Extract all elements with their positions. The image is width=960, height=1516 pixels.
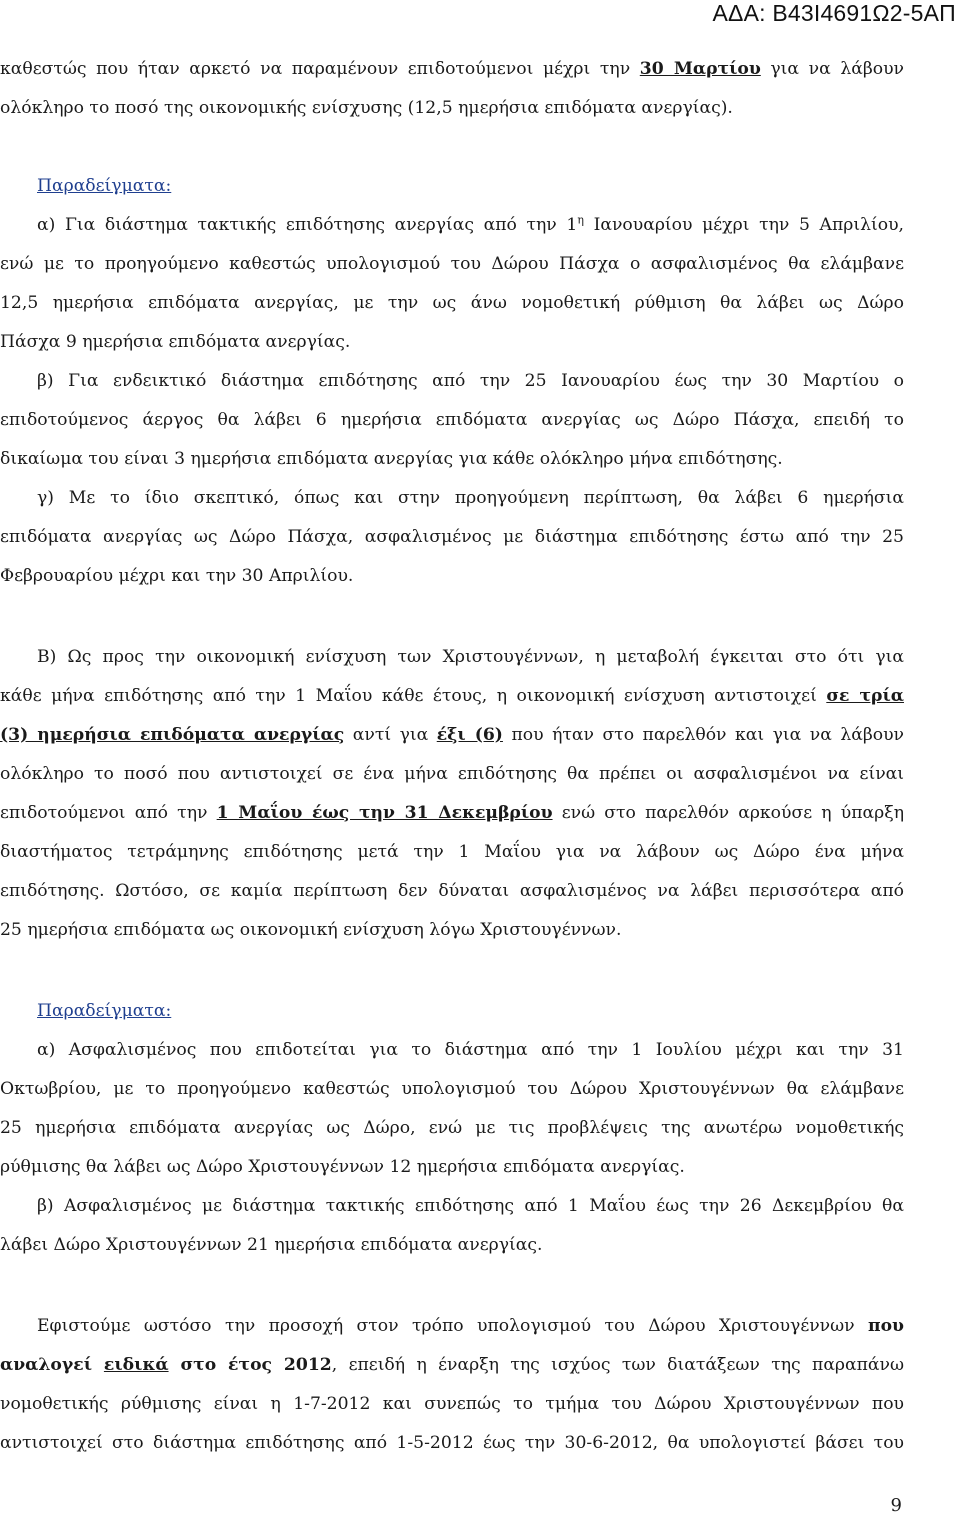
text-line: διαστήματος τετράμηνης επιδότησης μετά την 1 Μαΐου για να λάβουν ως Δώρο ένα μήνα (0, 842, 904, 862)
text-line: Εφιστούμε ωστόσο την προσοχή στον τρόπο υπολογισμού του Δώρου Χριστουγέννων που (37, 1316, 904, 1336)
emphasis-text: σε τρία (826, 686, 904, 706)
text-line: λάβει Δώρο Χριστουγέννων 21 ημερήσια επιδόματα ανεργίας. (0, 1235, 543, 1255)
text-line: ολόκληρο το ποσό που αντιστοιχεί σε ένα μήνα επιδότησης θα πρέπει οι ασφαλισμένοι να είναι (0, 764, 904, 784)
text-line: Φεβρουαρίου μέχρι και την 30 Απριλίου. (0, 566, 354, 586)
text-line: 25 ημερήσια επιδόματα ως οικονομική ενίσχυση λόγω Χριστουγέννων. (0, 920, 622, 940)
text-span: α) Για διάστημα τακτικής επιδότησης ανεργίας από την 1 (37, 215, 578, 235)
text-line: β) Ασφαλισμένος με διάστημα τακτικής επιδότησης από 1 Μαΐου έως την 26 Δεκεμβρίου θα (37, 1196, 904, 1216)
text-line: β) Για ενδεικτικό διάστημα επιδότησης από την 25 Ιανουαρίου έως την 30 Μαρτίου ο (37, 371, 904, 391)
text-line (0, 685, 904, 707)
examples-heading: Παραδείγματα: (37, 176, 172, 196)
text-line: Πάσχα 9 ημερήσια επιδόματα ανεργίας. (0, 332, 351, 352)
text-line: ολόκληρο το ποσό της οικονομικής ενίσχυσης (12,5 ημερήσια επιδόματα ανεργίας). (0, 98, 733, 118)
emphasis-text: (3) ημερήσια επιδόματα ανεργίας (0, 725, 345, 745)
emphasis-text: που (868, 1316, 904, 1336)
text-span: Ιανουαρίου μέχρι την 5 Απριλίου, (583, 215, 904, 235)
text-span: για να λάβουν (760, 59, 904, 79)
text-line: γ) Με το ίδιο σκεπτικό, όπως και στην προηγούμενη περίπτωση, θα λάβει 6 ημερήσια (37, 488, 904, 508)
text-line: επιδόματα ανεργίας ως Δώρο Πάσχα, ασφαλισμένος με διάστημα επιδότησης έστω από την 25 (0, 527, 904, 547)
text-line: νομοθετικής ρύθμισης είναι η 1-7-2012 και συνεπώς το τμήμα του Δώρου Χριστουγέννων που (0, 1394, 904, 1414)
text-line (37, 214, 904, 236)
emphasis-text: 30 Μαρτίου (639, 59, 761, 79)
emphasis-text: στο έτος 2012 (168, 1355, 332, 1375)
text-span: κάθε μήνα επιδότησης από την 1 Μαΐου κάθε έτους, η οικονομική ενίσχυση αντιστοιχεί (0, 686, 827, 706)
text-line: Οκτωβρίου, με το προηγούμενο καθεστώς υπολογισμού του Δώρου Χριστουγέννων θα ελάμβανε (0, 1079, 904, 1099)
text-line: 25 ημερήσια επιδόματα ανεργίας ως Δώρο, ενώ με τις προβλέψεις της ανωτέρω νομοθετικής (0, 1118, 904, 1138)
page-number: 9 (890, 1495, 902, 1516)
text-line: αντιστοιχεί στο διάστημα επιδότησης από 1-5-2012 έως την 30-6-2012, θα υπολογιστεί βάσει του (0, 1433, 904, 1453)
emphasis-text: έξι (6) (436, 725, 503, 745)
text-line (0, 58, 904, 80)
superscript: η (577, 213, 584, 227)
text-line: ρύθμισης θα λάβει ως Δώρο Χριστουγέννων 12 ημερήσια επιδόματα ανεργίας. (0, 1157, 685, 1177)
document-id-header: ΑΔΑ: Β43Ι4691Ω2-5ΑΠ (712, 0, 956, 26)
text-line: 12,5 ημερήσια επιδόματα ανεργίας, με την ως άνω νομοθετική ρύθμιση θα λάβει ως Δώρο (0, 293, 904, 313)
text-line: α) Ασφαλισμένος που επιδοτείται για το διάστημα από την 1 Ιουλίου μέχρι και την 31 (37, 1040, 904, 1060)
text-line: αναλογεί ειδικά στο έτος 2012, επειδή η έναρξη της ισχύος των διατάξεων της παραπάνω (0, 1355, 904, 1375)
text-line: επιδότησης. Ωστόσο, σε καμία περίπτωση δεν δύναται ασφαλισμένος να λάβει περισσότερα από (0, 881, 904, 901)
text-line: επιδοτούμενοι από την 1 Μαΐου έως την 31 Δεκεμβρίου ενώ στο παρελθόν αρκούσε η ύπαρξη (0, 803, 905, 823)
text-line: δικαίωμα του είναι 3 ημερήσια επιδόματα ανεργίας για κάθε ολόκληρο μήνα επιδότησης. (0, 449, 783, 469)
emphasis-text: αναλογεί (0, 1355, 104, 1375)
text-line: Β) Ως προς την οικονομική ενίσχυση των Χριστουγέννων, η μεταβολή έγκειται στο ότι για (37, 647, 904, 667)
emphasis-text: ειδικά (103, 1355, 169, 1375)
text-line: (3) ημερήσια επιδόματα ανεργίας αντί για έξι (6) που ήταν στο παρελθόν και για να λάβουν (0, 725, 905, 745)
examples-heading: Παραδείγματα: (37, 1001, 172, 1021)
emphasis-text: 1 Μαΐου έως την 31 Δεκεμβρίου (216, 803, 553, 823)
text-span: καθεστώς που ήταν αρκετό να παραμένουν επιδοτούμενοι μέχρι την (0, 59, 640, 79)
text-line: ενώ με το προηγούμενο καθεστώς υπολογισμού του Δώρου Πάσχα ο ασφαλισμένος θα ελάμβανε (0, 254, 904, 274)
text-line: επιδοτούμενος άεργος θα λάβει 6 ημερήσια επιδόματα ανεργίας ως Δώρο Πάσχα, επειδή το (0, 410, 904, 430)
